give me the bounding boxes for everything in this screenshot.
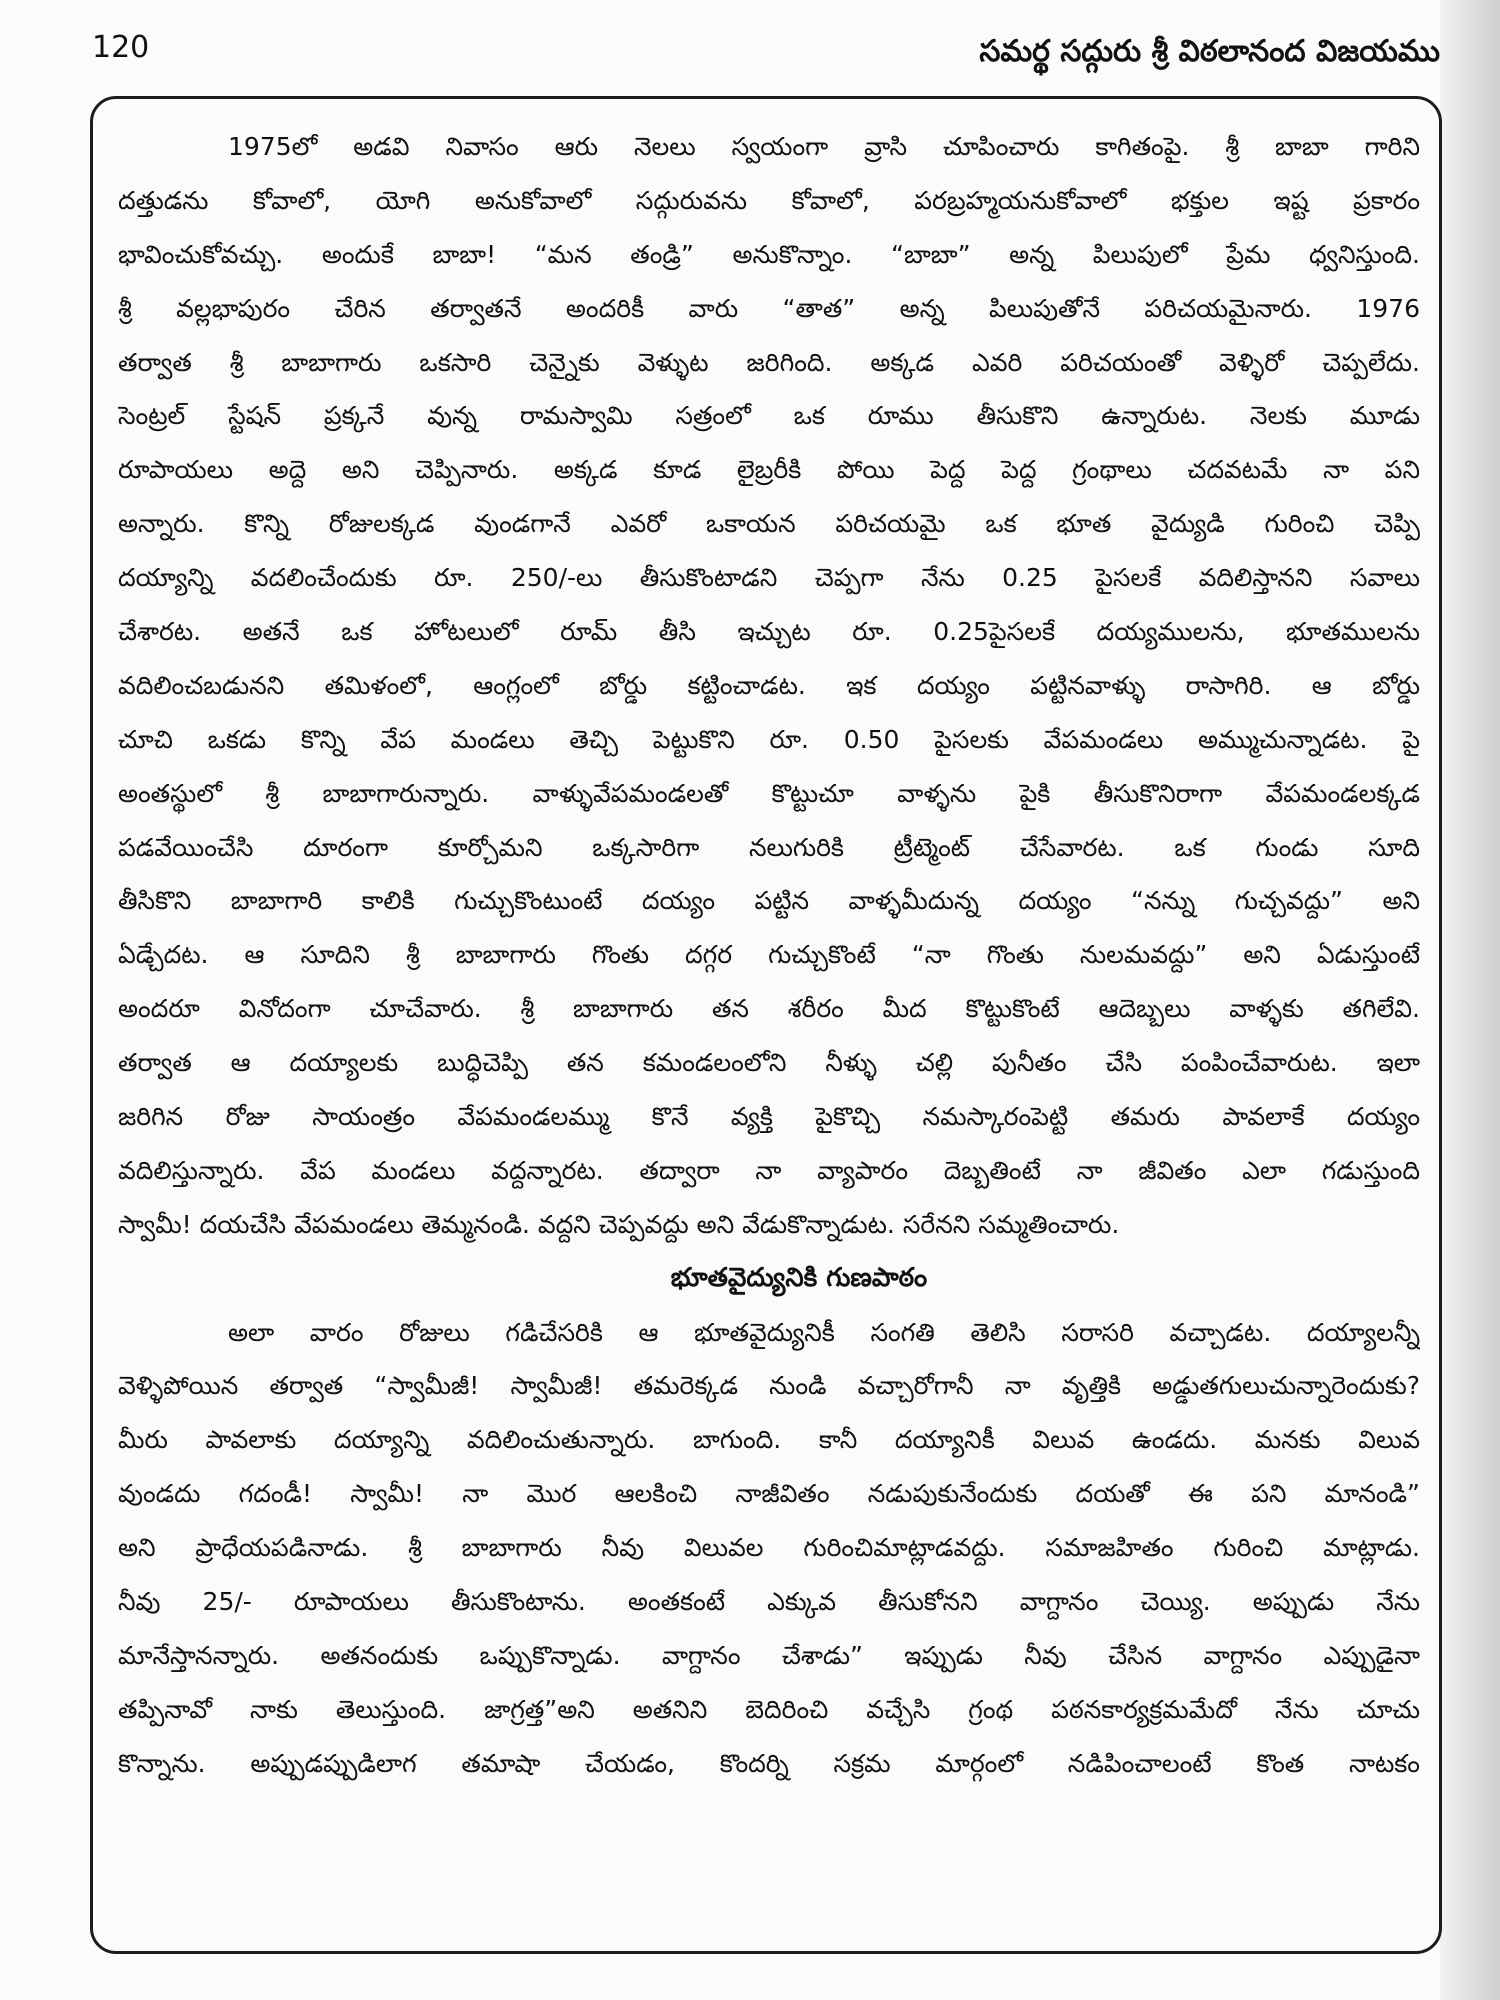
text-line: వుండదు గదండీ! స్వామీ! నా మొర ఆలకించి నాజీవితం నడుపుకునేందుకు దయతో ఈ పని మానండి”	[118, 1479, 1420, 1509]
text-line: తీసికొని బాబాగారి కాలికి గుచ్చుకొంటుంటే దయ్యం పట్టిన వాళ్ళమీదున్న దయ్యం “నన్ను గుచ్చవద్దు” అని	[118, 886, 1420, 916]
text-line: 1975లో అడవి నివాసం ఆరు నెలలు స్వయంగా వ్రాసి చూపించారు కాగితంపై. శ్రీ బాబా గారిని	[228, 132, 1420, 161]
page-body	[118, 120, 1420, 1791]
text-line: మీరు పావలాకు దయ్యాన్ని వదిలించుతున్నారు. బాగుంది. కానీ దయ్యానికీ విలువ ఉండదు. మనకు విలువ	[118, 1425, 1420, 1455]
text-line: అన్నారు. కొన్ని రోజులక్కడ వుండగానే ఎవరో ఒకాయన పరిచయమై ఒక భూత వైద్యుడి గురించి చెప్పి	[118, 509, 1420, 539]
page-edge-shadow	[1440, 0, 1500, 2000]
text-line: ఏడ్చేదట. ఆ సూదిని శ్రీ బాబాగారు గొంతు దగ్గర గుచ్చుకొంటే “నా గొంతు నులమవద్దు” అని ఏడుస్తుంటే	[118, 940, 1420, 970]
book-title-header: సమర్థ సద్గురు శ్రీ విఠలానంద విజయము	[979, 34, 1440, 69]
text-line: పడవేయించేసి దూరంగా కూర్చోమని ఒక్కసారిగా నలుగురికి ట్రీట్మెంట్ చేసేవారట. ఒక గుండు సూది	[118, 832, 1420, 862]
text-line: సెంట్రల్ స్టేషన్ ప్రక్కనే వున్న రామస్వామి సత్రంలో ఒక రూము తీసుకొని ఉన్నారుట. నెలకు మూడు	[118, 401, 1420, 431]
section-heading: భూతవైద్యునికి గుణపాఠం	[670, 1262, 928, 1293]
text-line: దత్తుడను కోవాలో, యోగి అనుకోవాలో సద్గురువను కోవాలో, పరబ్రహ్మయనుకోవాలో భక్తుల ఇష్ట ప్రకారం	[118, 185, 1420, 215]
text-line: శ్రీ వల్లభాపురం చేరిన తర్వాతనే అందరికీ వారు “తాత” అన్న పిలుపుతోనే పరిచయమైనారు. 1976	[118, 293, 1420, 323]
text-line: తర్వాత శ్రీ బాబాగారు ఒకసారి చెన్నైకు వెళ్ళుట జరిగింది. అక్కడ ఎవరి పరిచయంతో వెళ్ళిరో చెప్పలేదు.	[118, 347, 1420, 377]
paragraph-2	[118, 1306, 1420, 1791]
text-line: జరిగిన రోజు సాయంత్రం వేపమండలమ్ము కొనే వ్యక్తి పైకొచ్చి నమస్కారంపెట్టి తమరు పావలాకే దయ్యం	[118, 1102, 1420, 1132]
text-line: వదిలించబడునని తమిళంలో, ఆంగ్లంలో బోర్డు కట్టించాడట. ఇక దయ్యం పట్టినవాళ్ళు రాసాగిరి. ఆ బోర్డు	[118, 670, 1420, 700]
text-line: భావించుకోవచ్చు. అందుకే బాబా! “మన తండ్రి” అనుకొన్నాం. “బాబా” అన్న పిలుపులో ప్రేమ ధ్వనిస్తుంది.	[118, 239, 1420, 269]
paragraph-1	[118, 120, 1420, 1252]
text-line: దయ్యాన్ని వదలించేందుకు రూ. 250/-లు తీసుకొంటాడని చెప్పగా నేను 0.25 పైసలకే వదిలిస్తానని సవాలు	[118, 563, 1420, 593]
text-line: వెళ్ళిపోయిన తర్వాత “స్వామీజీ! స్వామీజీ! తమరెక్కడ నుండి వచ్చారోగానీ నా వృత్తికి అడ్డుతగులుచున్నారెందుకు?	[118, 1371, 1420, 1401]
text-line: రూపాయలు అద్దె అని చెప్పినారు. అక్కడ కూడ లైబ్రరీకి పోయి పెద్ద పెద్ద గ్రంథాలు చదవటమే నా పని	[118, 455, 1420, 485]
text-line: నీవు 25/- రూపాయలు తీసుకొంటాను. అంతకంటే ఎక్కువ తీసుకోనని వాగ్దానం చెయ్యి. అప్పుడు నేను	[118, 1587, 1420, 1617]
text-line: చూచి ఒకడు కొన్ని వేప మండలు తెచ్చి పెట్టుకొని రూ. 0.50 పైసలకు వేపమండలు అమ్ముచున్నాడట. పై	[118, 724, 1420, 754]
text-line: తర్వాత ఆ దయ్యాలకు బుద్ధిచెప్పి తన కమండలంలోని నీళ్ళు చల్లి పునీతం చేసి పంపించేవారుట. ఇలా	[118, 1048, 1420, 1078]
page-number: 120	[92, 30, 150, 65]
text-line: మానేస్తానన్నారు. అతనందుకు ఒప్పుకొన్నాడు. వాగ్దానం చేశాడు” ఇప్పుడు నీవు చేసిన వాగ్దానం ఎప్పుడైనా	[118, 1640, 1420, 1670]
text-line: అలా వారం రోజులు గడిచేసరికి ఆ భూతవైద్యునికీ సంగతి తెలిసి సరాసరి వచ్చాడట. దయ్యాలన్నీ	[228, 1317, 1420, 1347]
text-line: అందరూ వినోదంగా చూచేవారు. శ్రీ బాబాగారు తన శరీరం మీద కొట్టుకొంటే ఆదెబ్బలు వాళ్ళకు తగిలేవి.	[118, 994, 1420, 1024]
text-line: స్వామీ! దయచేసి వేపమండలు తెమ్మనండి. వద్దని చెప్పవద్దు అని వేడుకొన్నాడుట. సరేనని సమ్మతించారు.	[118, 1209, 1120, 1239]
text-line: అని ప్రాధేయపడినాడు. శ్రీ బాబాగారు నీవు విలువల గురించిమాట్లాడవద్దు. సమాజహితం గురించి మాట్లాడు.	[118, 1533, 1420, 1563]
text-line: కొన్నాను. అప్పుడప్పుడిలాగ తమాషా చేయడం, కొందర్ని సక్రమ మార్గంలో నడిపించాలంటే కొంత నాటకం	[118, 1748, 1420, 1778]
text-line: వదిలిస్తున్నారు. వేప మండలు వద్దన్నారట. తద్వారా నా వ్యాపారం దెబ్బతింటే నా జీవితం ఎలా గడుస్తుంది	[118, 1155, 1420, 1185]
text-line: తప్పినావో నాకు తెలుస్తుంది. జాగ్రత్త”అని అతనిని బెదిరించి వచ్చేసి గ్రంథ పఠనకార్యక్రమమేదో నేను చూచు	[118, 1694, 1420, 1724]
text-line: చేశారట. అతనే ఒక హోటలులో రూమ్ తీసి ఇచ్చుట రూ. 0.25పైసలకే దయ్యములను, భూతములను	[118, 617, 1420, 647]
text-line: అంతస్థులో శ్రీ బాబాగారున్నారు. వాళ్ళువేపమండలతో కొట్టుచూ వాళ్ళను పైకి తీసుకొనిరాగా వేపమండలక్కడ	[118, 778, 1420, 808]
